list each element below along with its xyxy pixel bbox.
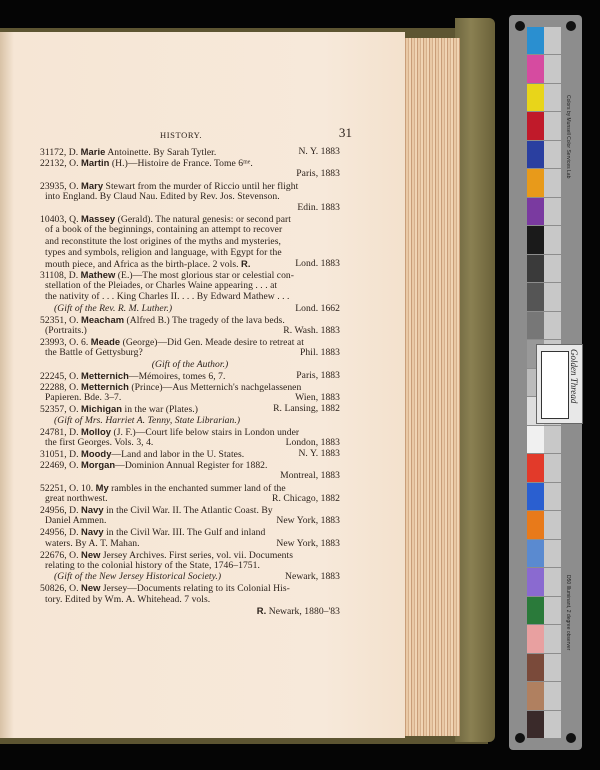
swatch-value-cell [544,84,561,111]
entry-keyword: Metternich [81,369,129,381]
entry-fragment: (Gift of the Author.) [151,358,229,370]
entry-fragment: the Battle of Gettysburg? [45,347,143,359]
entry-keyword: Morgan [81,459,116,471]
label-card-text: Golden Thread [569,349,579,404]
entry-line [40,325,340,336]
entry-line [40,560,340,571]
entry-fragment: great northwest. [45,492,108,504]
color-swatch [527,255,544,282]
entry-fragment: 24956, D. [40,505,82,516]
swatch-value-cell [544,27,561,54]
color-swatch [527,27,544,54]
entry-line [40,202,340,213]
title-label-card [536,344,583,424]
entry-line [40,247,340,258]
page-text [40,125,352,617]
entry-fragment: (Alfred B.) The tragedy of the lava beds. [124,314,285,326]
entry-imprint: Newark, 1883 [285,571,340,583]
entry-fragment: Jersey—Documents relating to its Colonial His- [100,583,290,595]
entry-keyword: New [81,548,101,560]
color-swatch [527,483,544,510]
color-swatch [527,711,544,738]
entry-line [40,168,340,179]
entry-fragment: of a book of the beginnings, containing an attempt to recover [45,224,283,236]
color-swatch [527,283,544,310]
entry-fragment: 24781, D. [40,426,82,438]
entry-text [54,571,221,582]
entry-fragment: 22245, O. [40,370,82,382]
entry-fragment: 23935, O. [40,180,82,192]
entry-keyword: Mathew [80,269,116,281]
entry-line [40,146,340,157]
entry-keyword: Meacham [81,313,125,325]
color-swatch [527,454,544,481]
entry-fragment: Stewart from the murder of Riccio until her flight [103,180,299,192]
entry-text [45,493,108,504]
entry-fragment: (George)—Did Gen. Meade desire to retreat at [120,337,304,349]
entry-fragment: Antoinette. By Sarah Tytler. [105,147,217,158]
entry-fragment: 22469, O. [40,460,82,472]
color-swatch [527,226,544,253]
entry-keyword: Mary [81,179,104,191]
entry-imprint: Wien, 1883 [295,392,340,404]
swatch-value-cell [544,654,561,681]
entry-text [45,437,153,448]
swatch-value-cell [544,255,561,282]
color-swatch [527,682,544,709]
entry-text [40,370,225,381]
entry-imprint: New York, 1883 [276,515,340,527]
label-card-window [541,351,569,419]
page-header [40,125,352,144]
entry-fragment: mouth piece, and Africa as the birth-place. 2 vols. [45,258,242,270]
entry-line [40,236,340,247]
entry-fragment: into England. By Claud Nau. Edited by Rev. Jos. Stevenson. [45,190,280,202]
entry-fragment: Edin. 1883 [297,201,340,213]
entry-line [40,336,340,347]
color-swatch [527,55,544,82]
entry-text [40,403,198,414]
entry-fragment: (Gift of Mrs. Harriet A. Tenny, State Librarian.) [54,414,241,426]
entry-text [152,359,229,370]
entry-line [40,403,340,414]
swatch-value-cell [544,426,561,453]
entry-line [40,538,340,549]
entry-fragment: in the Civil War. II. The Atlantic Coast. By [103,505,273,516]
entry-fragment: tory. Edited by Wm. A. Whitehead. 7 vols. [45,593,211,605]
entry-fragment: 52251, O. 10. [40,482,96,494]
entry-fragment: Newark, 1880–'83 [266,605,340,617]
entry-fragment: 22676, O. [40,549,82,561]
entry-imprint: R. Chicago, 1882 [272,492,340,504]
corner-mark [566,733,576,743]
entry-fragment: stellation of the Pleiades, or Charles Waine appearing . . . at [45,280,278,292]
entry-fragment: 50826, O. [40,583,82,595]
entry-line [40,571,340,582]
entry-line [40,493,340,504]
entry-line [40,594,340,605]
entry-imprint: R. Wash. 1883 [283,325,340,336]
swatch-value-cell [544,226,561,253]
entry-line [40,504,340,515]
entry-line [40,224,340,235]
swatch-value-cell [544,682,561,709]
entry-keyword: Massey [81,213,116,225]
entry-keyword: Marie [80,146,106,157]
entry-fragment: relating to the colonial history of the State, 1746–1751. [45,559,260,571]
entry-fragment: Montreal, 1883 [280,470,340,482]
color-swatch [527,198,544,225]
entry-keyword: R. [256,604,267,616]
entry-fragment: in the Civil War. III. The Gulf and inland [103,527,266,539]
color-swatch [527,141,544,168]
entry-imprint: N. Y. 1883 [298,448,340,460]
corner-mark [566,21,576,31]
entry-line [40,291,340,302]
entry-fragment: 24956, D. [40,527,82,539]
entry-fragment: —Dominion Annual Register for 1882. [115,460,268,472]
entry-imprint: Lond. 1883 [295,257,340,269]
entry-keyword: Metternich [81,380,129,392]
entry-fragment: the first Georges. Vols. 3, 4. [45,436,154,448]
entry-imprint: R. Lansing, 1882 [273,403,340,415]
entry-keyword: Meade [90,336,121,348]
corner-mark [515,733,525,743]
entry-fragment: (J. F.)—Court life below stairs in London under [111,426,300,438]
color-swatch [527,568,544,595]
swatch-value-cell [544,711,561,738]
entry-line [40,359,340,370]
entry-fragment: Paris, 1883 [296,168,340,180]
entry-fragment: 23993, O. 6. [40,337,91,349]
swatch-value-cell [544,597,561,624]
entry-fragment: —Land and labor in the U. States. [111,449,245,461]
color-swatch [527,511,544,538]
entry-text [54,415,240,426]
entry-line [40,180,340,191]
entry-line [40,426,340,437]
entry-line [40,415,340,426]
target-caption: Colors by Munsell Color Services Lab [565,95,571,179]
swatch-value-cell [544,283,561,310]
entry-line [40,549,340,560]
entry-text [40,448,244,459]
entry-fragment: types and symbols, religion and language, with Egypt for the [45,246,282,258]
entry-text [40,146,216,157]
entry-text [54,303,172,314]
color-swatch [527,426,544,453]
entry-fragment: (Portraits.) [45,325,87,336]
entry-keyword: Michigan [81,403,123,415]
entry-imprint: New York, 1883 [276,537,340,549]
entry-list [40,146,340,616]
color-swatch [527,112,544,139]
entry-fragment: Daniel Ammen. [45,515,107,527]
entry-text [45,291,289,302]
entry-text [45,280,277,291]
entry-line [40,191,340,202]
entry-line [40,347,340,358]
entry-fragment: 31108, D. [40,270,81,282]
entry-imprint: Paris, 1883 [296,369,340,381]
entry-keyword: Molloy [81,425,112,437]
entry-text [45,515,106,526]
entry-text [45,247,282,258]
entry-fragment: the nativity of . . . King Charles II. . . . By Edward Mathew . . . [45,291,290,303]
entry-fragment: in the war (Plates.) [122,404,198,416]
entry-fragment: 22288, O. [40,381,82,393]
entry-fragment: (Prince)—Aus Metternich's nachgelassenen [128,381,302,393]
color-swatch [527,625,544,652]
page-edges [400,38,460,736]
entry-keyword: New [81,582,101,594]
swatch-value-cell [544,198,561,225]
entry-line [40,269,340,280]
entry-fragment: 52357, O. [40,404,82,416]
color-swatch [527,169,544,196]
entry-text [45,560,260,571]
entry-keyword: Navy [81,526,104,538]
entry-keyword: My [95,481,109,493]
entry-line [40,470,340,481]
swatch-value-cell [544,511,561,538]
swatch-value-cell [544,55,561,82]
entry-fragment: and reconstitute the lost origines of the myths and mysteries, [45,235,281,247]
entry-fragment: 22132, O. [40,158,82,170]
entry-imprint: London, 1883 [285,436,340,448]
color-swatch [527,597,544,624]
entry-text [45,236,281,247]
entry-fragment: (H.)—Histoire de France. Tome 6ᵐᵉ. [109,158,253,170]
swatch-value-cell [544,568,561,595]
entry-fragment: waters. By A. T. Mahan. [45,537,140,549]
entry-line [40,314,340,325]
entry-fragment: (Gift of the Rev. R. M. Luther.) [54,302,173,314]
entry-line [40,459,340,470]
entry-fragment: (E.)—The most glorious star or celestial con- [115,270,295,282]
entry-imprint: Lond. 1662 [295,302,340,314]
swatch-value-cell [544,169,561,196]
entry-fragment: 10403, Q. [40,214,82,226]
target-caption-2: D50 Illuminant, 2 degree observer [565,575,571,651]
entry-line [40,157,340,168]
swatch-value-cell [544,454,561,481]
entry-keyword: Moody [81,448,112,460]
entry-keyword: Martin [81,157,110,169]
entry-line [40,582,340,593]
entry-fragment: Jersey Archives. First series, vol. vii. Documents [100,549,293,561]
entry-text [45,594,210,605]
entry-text [296,168,340,179]
entry-line [40,392,340,403]
entry-text [45,347,143,358]
entry-text [297,202,340,213]
entry-text [280,470,340,481]
entry-line [40,280,340,291]
swatch-value-cell [544,141,561,168]
entry-fragment: rambles in the enchanted summer land of the [108,482,286,494]
color-swatch [527,654,544,681]
entry-fragment: 31051, D. [40,449,82,461]
entry-text [45,258,251,269]
swatch-value-cell [544,112,561,139]
color-swatch [527,84,544,111]
entry-line [40,605,340,616]
color-swatch [527,312,544,339]
entry-fragment: 52351, O. [40,314,82,326]
entry-keyword: Navy [81,504,104,515]
entry-text [45,538,140,549]
corner-mark [515,21,525,31]
entry-keyword: R. [241,257,251,269]
entry-line [40,437,340,448]
entry-text [45,392,121,403]
entry-fragment: —Mémoires, tomes 6, 7. [128,370,226,382]
entry-line [40,515,340,526]
entry-fragment: Papieren. Bde. 3–7. [45,392,122,404]
entry-text [257,606,340,617]
swatch-value-cell [544,312,561,339]
entry-fragment: (Gerald). The natural genesis: or second part [115,214,292,226]
entry-line [40,526,340,537]
entry-text [45,325,87,336]
entry-imprint: Phil. 1883 [300,347,340,359]
entry-line [40,482,340,493]
swatch-value-cell [544,540,561,567]
entry-fragment: (Gift of the New Jersey Historical Society.) [54,571,222,583]
entry-text [45,191,280,202]
entry-line [40,303,340,314]
entry-line [40,381,340,392]
entry-line [40,258,340,269]
swatch-value-cell [544,625,561,652]
page-number: 31 [338,125,352,140]
color-swatch [527,540,544,567]
entry-text [45,224,282,235]
entry-fragment: 31172, D. [40,147,81,158]
entry-line [40,370,340,381]
book-spine-edge [455,18,495,742]
entry-line [40,448,340,459]
running-head: HISTORY. [160,130,203,140]
swatch-value-cell [544,483,561,510]
entry-line [40,213,340,224]
entry-imprint: N. Y. 1883 [298,146,340,157]
book-page [0,32,405,738]
